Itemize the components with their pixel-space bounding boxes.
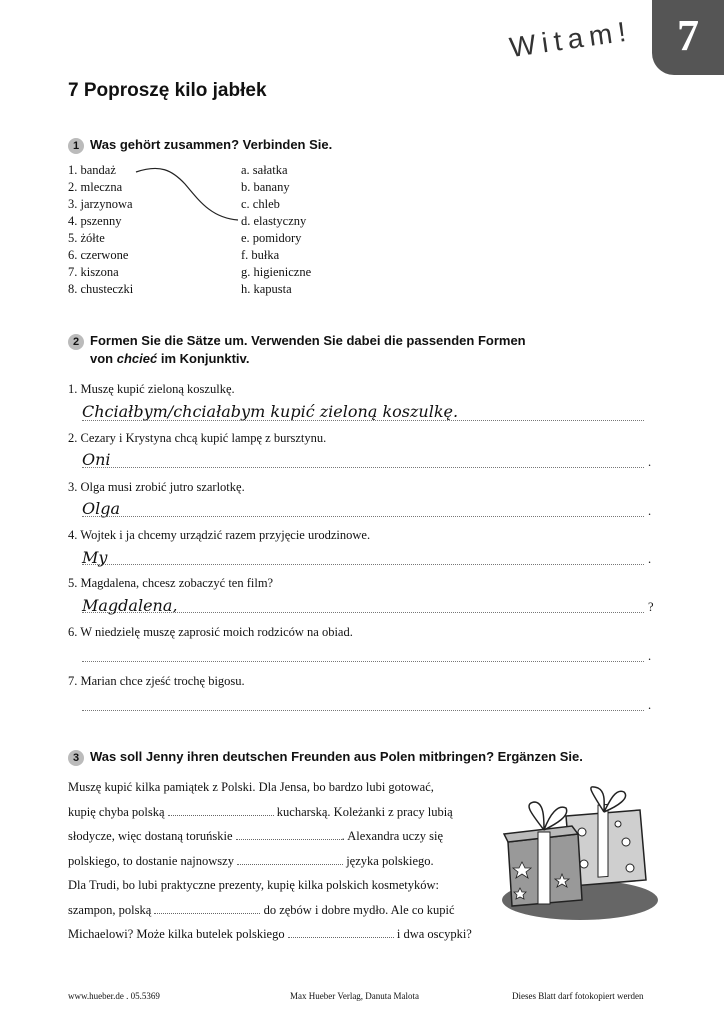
ex2-instruction-pre: von [90, 351, 117, 366]
ex1-right-item: e. pomidory [241, 231, 302, 245]
ex1-right-item: f. bułka [241, 248, 280, 262]
ex1-left-item: 6. czerwone [68, 248, 129, 262]
ex1-left-item: 7. kiszona [68, 265, 119, 279]
ex2-sentence: 1. Muszę kupić zieloną koszulkę. [68, 382, 235, 396]
ex2-instruction-word: chcieć [116, 351, 158, 366]
ex1-left-item: 3. jarzynowa [68, 197, 133, 211]
ex3-text: kupię chyba polską [68, 804, 165, 819]
footer-publisher: Max Hueber Verlag, Danuta Malota [290, 991, 420, 1001]
ex2-answer: Chciałbym/chciałabym kupić zieloną koszulkę. [82, 402, 459, 421]
ex1-right-item: d. elastyczny [241, 214, 307, 228]
ex3-blank[interactable] [236, 830, 342, 840]
ex2-line-end: . [648, 552, 652, 566]
ex2-sentence: 2. Cezary i Krystyna chcą kupić lampę z bursztynu. [68, 431, 327, 445]
ex2-line-end: ? [648, 600, 654, 614]
ex2-answer-line[interactable] [82, 516, 644, 517]
ex2-line-end: . [648, 455, 652, 469]
ex2-sentence: 3. Olga musi zrobić jutro szarlotkę. [68, 480, 245, 494]
ex3-text: do zębów i dobre mydło. Ale co kupić [263, 902, 455, 917]
ex1-left-item: 8. chusteczki [68, 282, 134, 296]
ex2-line-end: . [648, 698, 652, 712]
ex2-instruction-line2 [68, 350, 526, 367]
ex1-left-column [68, 162, 133, 298]
ex2-sentence: 7. Marian chce zjeść trochę bigosu. [68, 674, 245, 688]
ex1-right-item: a. sałatka [241, 163, 288, 177]
ex2-answer-line[interactable] [82, 612, 644, 613]
ex1-left-item: 1. bandaż [68, 163, 116, 177]
ex2-answer-line[interactable] [82, 710, 644, 711]
ex2-line-end: . [648, 504, 652, 518]
ex3-text: i dwa oscypki? [396, 927, 472, 941]
ex1-number: 1 [68, 138, 84, 154]
ex2-sentence: 4. Wojtek i ja chcemy urządzić razem przyjęcie urodzinowe. [68, 528, 371, 542]
ex1-left-item: 2. mleczna [68, 180, 123, 194]
ex2-answer: Magdalena, [82, 596, 178, 615]
ex3-blank[interactable] [237, 855, 343, 865]
ex1-right-column [241, 162, 311, 298]
ex2-answer: Olga [82, 499, 121, 518]
ex2-instruction-line1: Formen Sie die Sätze um. Verwenden Sie dabei die passenden Formen [90, 333, 526, 348]
ex2-sentence: 6. W niedzielę muszę zaprosić moich rodziców na obiad. [68, 625, 353, 639]
ex3-line: Dla Trudi, bo lubi praktyczne prezenty, kupię kilka polskich kosmetyków: [68, 878, 440, 892]
ex2-answer-line[interactable] [82, 564, 644, 565]
ex3-text: polskiego, to dostanie najnowszy [68, 853, 234, 868]
ex3-line [68, 922, 508, 947]
ex2-answer: My [82, 548, 108, 567]
ex1-right-item: h. kapusta [241, 282, 292, 296]
ex3-text: Michaelowi? Może kilka butelek polskiego [68, 927, 285, 941]
ex3-line [68, 849, 508, 874]
ex2-answer-line[interactable] [82, 420, 644, 421]
footer-website: www.hueber.de . 05.5369 [68, 991, 160, 1001]
ex2-line-end: . [648, 649, 652, 663]
ex3-instruction: Was soll Jenny ihren deutschen Freunden aus Polen mitbringen? Ergänzen Sie. [90, 749, 583, 764]
ex3-line: Muszę kupić kilka pamiątek z Polski. Dla Jensa, bo bardzo lubi gotować, [68, 780, 434, 794]
ex3-heading [68, 749, 583, 766]
chapter-tab: 7 [652, 0, 724, 75]
ex3-text: . Alexandra uczy się [341, 829, 444, 843]
ex2-answer-line[interactable] [82, 661, 644, 662]
gift-boxes-illustration [500, 782, 660, 922]
ex3-line [68, 824, 508, 849]
ex2-answer-line[interactable] [82, 467, 644, 468]
ex3-text: szampon, polską [68, 902, 152, 917]
ex1-right-item: c. chleb [241, 197, 280, 211]
page-title: 7 Poproszę kilo jabłek [68, 80, 267, 101]
ex3-text: języka polskiego. [346, 853, 434, 868]
ex1-instruction: Was gehört zusammen? Verbinden Sie. [90, 137, 333, 152]
ex2-heading [68, 332, 526, 367]
ex1-right-item: g. higieniczne [241, 265, 312, 279]
ex3-blank[interactable] [168, 806, 274, 816]
ex3-line [68, 898, 508, 923]
ex1-right-item: b. banany [241, 180, 290, 194]
ex1-heading [68, 137, 332, 154]
ex3-text: słodycze, więc dostaną toruńskie [68, 829, 233, 843]
ex2-answer: Oni [82, 450, 111, 469]
ex1-left-item: 5. żółte [68, 231, 105, 245]
ex2-sentence: 5. Magdalena, chcesz zobaczyć ten film? [68, 576, 274, 590]
ex1-connecting-line [130, 160, 245, 230]
ex3-text: kucharską. Koleżanki z pracy lubią [276, 804, 453, 819]
ex2-instruction-post: im Konjunktiv. [157, 351, 250, 366]
ex3-blank[interactable] [154, 904, 260, 914]
footer-copy-notice: Dieses Blatt darf fotokopiert werden [512, 991, 644, 1001]
ex3-line [68, 800, 508, 825]
ex3-number: 3 [68, 750, 84, 766]
ex3-paragraph [68, 775, 508, 947]
witam-header: Witam! [507, 15, 634, 64]
ex2-number: 2 [68, 334, 84, 350]
ex3-blank[interactable] [288, 928, 394, 938]
ex1-left-item: 4. pszenny [68, 214, 122, 228]
